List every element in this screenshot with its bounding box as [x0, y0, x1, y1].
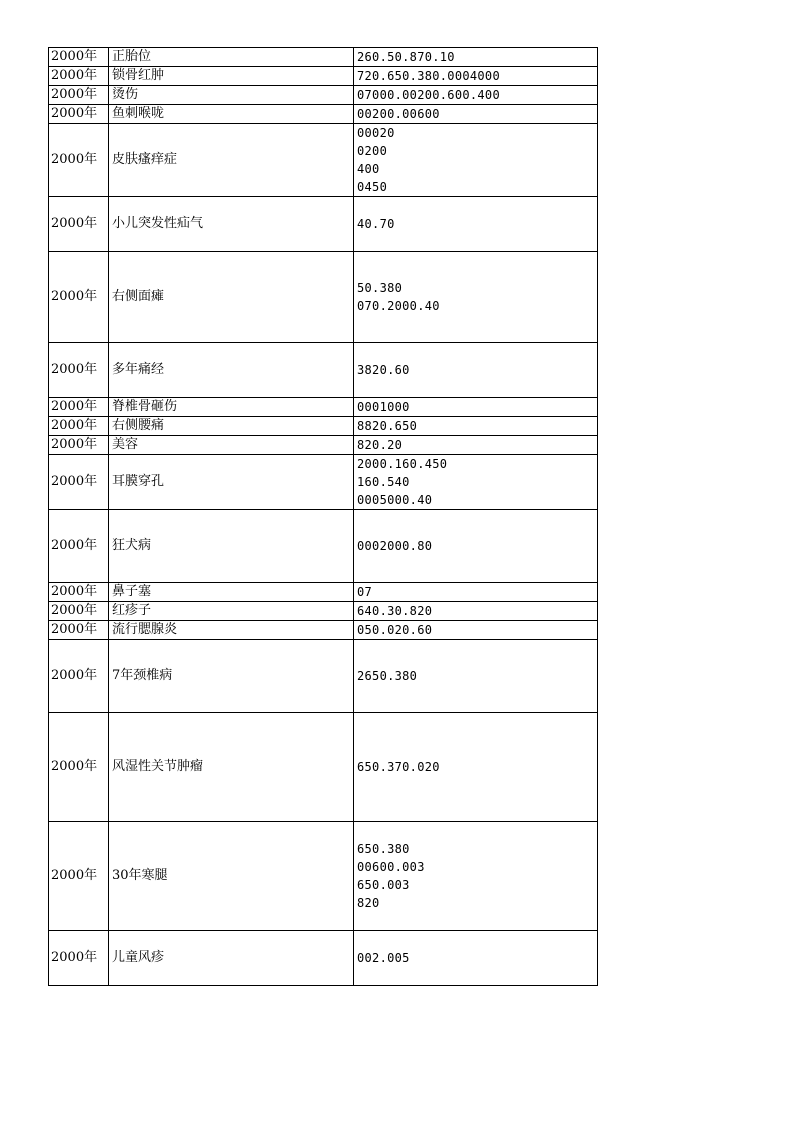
condition-cell: 鼻子塞 [109, 583, 354, 602]
condition-cell: 右侧面瘫 [109, 252, 354, 343]
value-line: 2000.160.450 [357, 457, 448, 471]
condition-cell: 流行腮腺炎 [109, 621, 354, 640]
value-line: 00600.003 [357, 860, 425, 874]
value-line: 820.20 [357, 438, 403, 452]
value-line: 3820.60 [357, 363, 410, 377]
value-line: 640.30.820 [357, 604, 433, 618]
year-cell: 2000年 [49, 197, 109, 252]
table-row [49, 602, 598, 621]
condition-cell: 7年颈椎病 [109, 640, 354, 713]
value-cell [354, 417, 598, 436]
year-cell: 2000年 [49, 252, 109, 343]
year-cell: 2000年 [49, 713, 109, 822]
data-table [48, 47, 598, 986]
value-line: 820 [357, 896, 380, 910]
value-line: 050.020.60 [357, 623, 433, 637]
table-row [49, 105, 598, 124]
value-line: 650.370.020 [357, 760, 440, 774]
year-cell: 2000年 [49, 343, 109, 398]
value-cell [354, 822, 598, 931]
table-row [49, 583, 598, 602]
value-cell [354, 931, 598, 986]
value-cell [354, 602, 598, 621]
value-cell [354, 510, 598, 583]
value-line: 40.70 [357, 217, 395, 231]
condition-cell: 鱼刺喉咙 [109, 105, 354, 124]
value-cell [354, 713, 598, 822]
table-row [49, 455, 598, 510]
table-row [49, 713, 598, 822]
year-cell: 2000年 [49, 417, 109, 436]
year-cell: 2000年 [49, 436, 109, 455]
condition-cell: 儿童风疹 [109, 931, 354, 986]
condition-cell: 风湿性关节肿瘤 [109, 713, 354, 822]
value-line: 00200.00600 [357, 107, 440, 121]
year-cell: 2000年 [49, 822, 109, 931]
value-cell [354, 343, 598, 398]
value-line: 650.380 [357, 842, 410, 856]
value-cell [354, 583, 598, 602]
year-cell: 2000年 [49, 583, 109, 602]
value-cell [354, 67, 598, 86]
table-row [49, 86, 598, 105]
value-line: 0450 [357, 180, 388, 194]
value-line: 50.380 [357, 281, 403, 295]
table-row [49, 436, 598, 455]
year-cell: 2000年 [49, 931, 109, 986]
condition-cell: 右侧腰痛 [109, 417, 354, 436]
table-row [49, 252, 598, 343]
value-cell [354, 436, 598, 455]
condition-cell: 脊椎骨砸伤 [109, 398, 354, 417]
table-row [49, 640, 598, 713]
condition-cell: 小儿突发性疝气 [109, 197, 354, 252]
condition-cell: 烫伤 [109, 86, 354, 105]
condition-cell: 30年寒腿 [109, 822, 354, 931]
value-line: 160.540 [357, 475, 410, 489]
value-line: 260.50.870.10 [357, 50, 455, 64]
table-row [49, 822, 598, 931]
value-line: 0200 [357, 144, 388, 158]
year-cell: 2000年 [49, 455, 109, 510]
table-row [49, 510, 598, 583]
table-row [49, 621, 598, 640]
condition-cell: 正胎位 [109, 48, 354, 67]
value-line: 070.2000.40 [357, 299, 440, 313]
value-line: 00020 [357, 126, 395, 140]
table-body [49, 48, 598, 986]
table-row [49, 124, 598, 197]
condition-cell: 美容 [109, 436, 354, 455]
value-line: 720.650.380.0004000 [357, 69, 500, 83]
table-row [49, 417, 598, 436]
value-cell [354, 640, 598, 713]
value-cell [354, 398, 598, 417]
value-line: 0001000 [357, 400, 410, 414]
value-line: 002.005 [357, 951, 410, 965]
value-line: 07 [357, 585, 373, 599]
year-cell: 2000年 [49, 640, 109, 713]
value-cell [354, 48, 598, 67]
value-line: 07000.00200.600.400 [357, 88, 500, 102]
condition-cell: 锁骨红肿 [109, 67, 354, 86]
condition-cell: 红疹子 [109, 602, 354, 621]
value-cell [354, 455, 598, 510]
value-line: 400 [357, 162, 380, 176]
value-line: 0005000.40 [357, 493, 433, 507]
table-row [49, 931, 598, 986]
value-cell [354, 105, 598, 124]
value-line: 650.003 [357, 878, 410, 892]
table-row [49, 48, 598, 67]
table-row [49, 398, 598, 417]
value-line: 2650.380 [357, 669, 418, 683]
year-cell: 2000年 [49, 621, 109, 640]
condition-cell: 皮肤瘙痒症 [109, 124, 354, 197]
year-cell: 2000年 [49, 105, 109, 124]
table-row [49, 67, 598, 86]
condition-cell: 多年痛经 [109, 343, 354, 398]
year-cell: 2000年 [49, 48, 109, 67]
year-cell: 2000年 [49, 602, 109, 621]
condition-cell: 狂犬病 [109, 510, 354, 583]
value-cell [354, 197, 598, 252]
year-cell: 2000年 [49, 86, 109, 105]
value-cell [354, 621, 598, 640]
condition-cell: 耳膜穿孔 [109, 455, 354, 510]
value-cell [354, 124, 598, 197]
value-line: 8820.650 [357, 419, 418, 433]
year-cell: 2000年 [49, 67, 109, 86]
year-cell: 2000年 [49, 124, 109, 197]
table-row [49, 197, 598, 252]
table-row [49, 343, 598, 398]
value-cell [354, 86, 598, 105]
value-cell [354, 252, 598, 343]
value-line: 0002000.80 [357, 539, 433, 553]
year-cell: 2000年 [49, 510, 109, 583]
year-cell: 2000年 [49, 398, 109, 417]
